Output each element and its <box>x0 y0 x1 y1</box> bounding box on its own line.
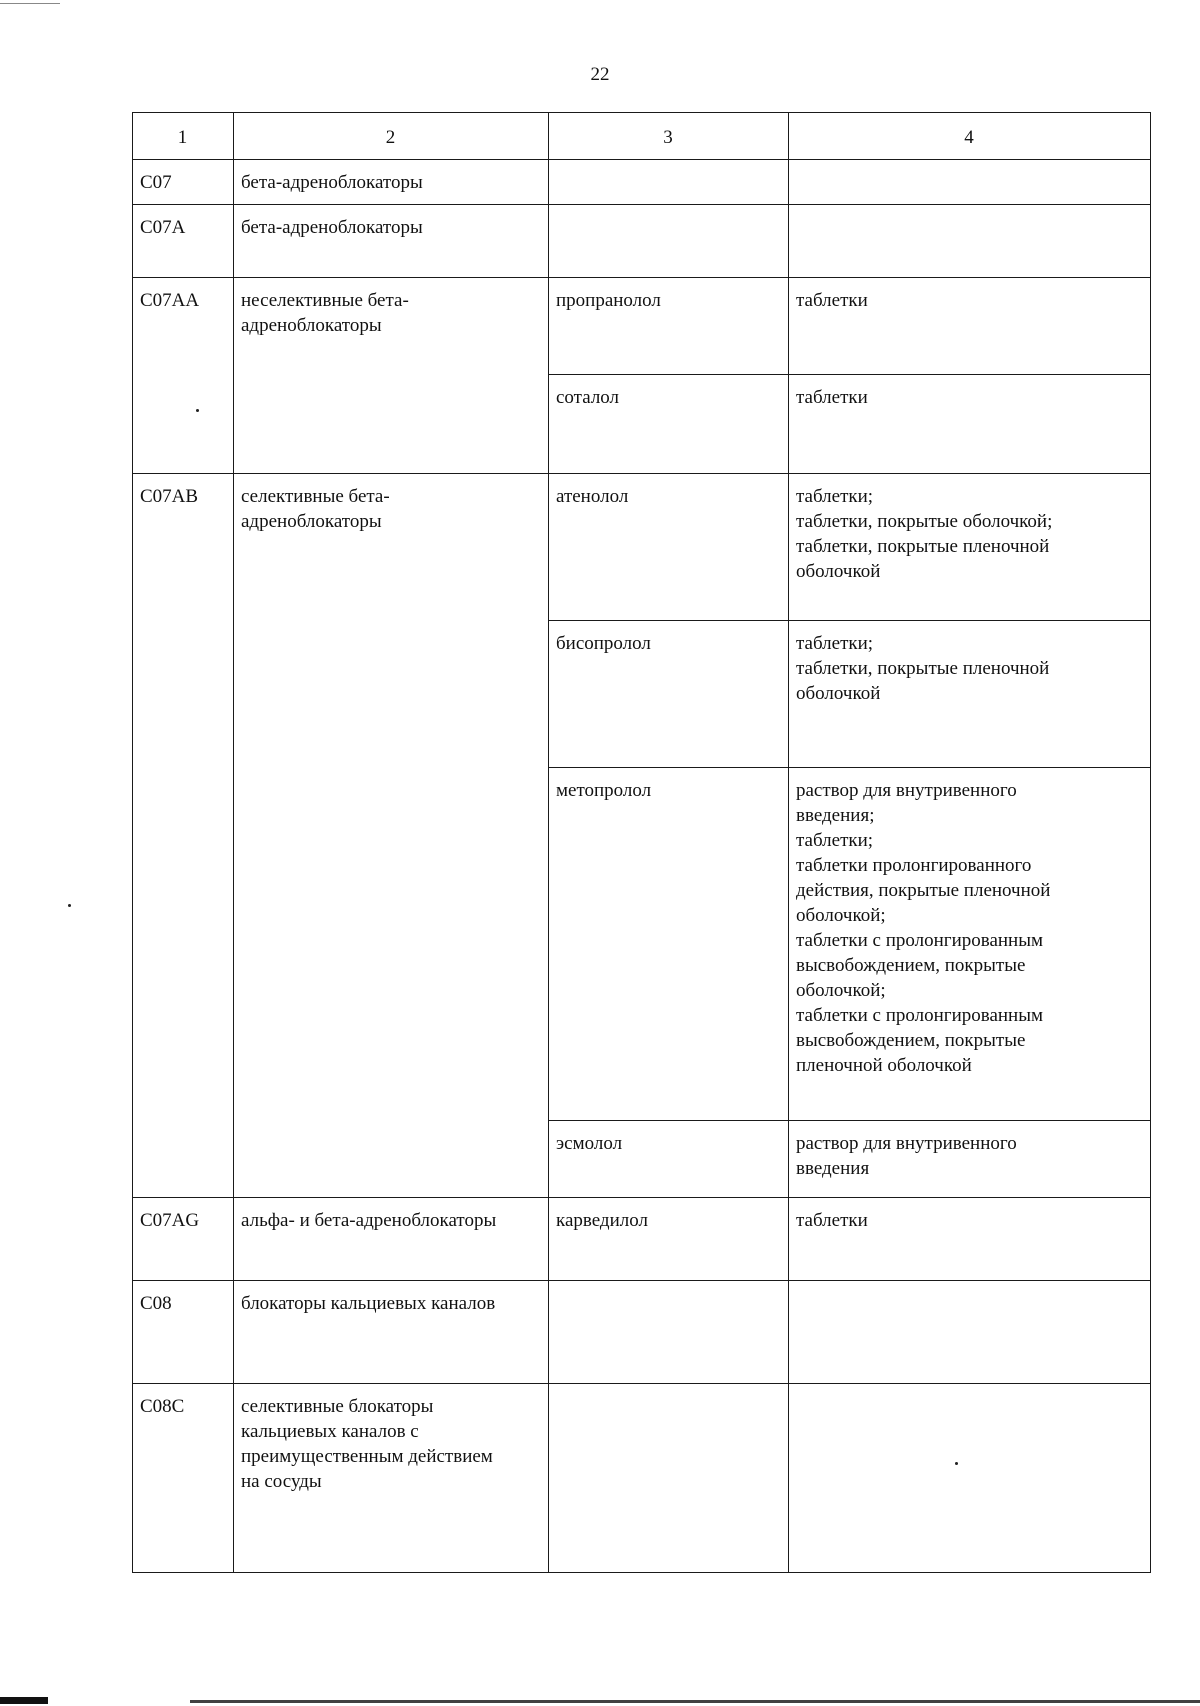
group-name-cell: бета-адреноблокаторы <box>234 160 549 205</box>
drug-name-cell <box>549 160 789 205</box>
drug-name-cell: эсмолол <box>549 1121 789 1198</box>
dosage-form-cell <box>789 160 1151 205</box>
group-name-cell: альфа- и бета-адреноблокаторы <box>234 1198 549 1281</box>
drug-name-cell: атенолол <box>549 474 789 621</box>
drug-name-cell <box>549 1384 789 1573</box>
atc-code-cell: C08C <box>133 1384 234 1573</box>
dosage-form-cell: таблетки <box>789 375 1151 474</box>
scan-edge-mark <box>190 1700 1200 1703</box>
column-header: 3 <box>549 113 789 160</box>
scan-speck <box>68 904 71 907</box>
dosage-form-cell: таблетки <box>789 1198 1151 1281</box>
dosage-form-cell <box>789 205 1151 278</box>
group-name-cell: неселективные бета- адреноблокаторы <box>234 278 549 474</box>
table-row <box>133 1281 1151 1384</box>
scan-edge-mark <box>0 1697 48 1704</box>
drug-name-cell <box>549 1281 789 1384</box>
table-row <box>133 1384 1151 1573</box>
atc-code-cell: C08 <box>133 1281 234 1384</box>
atc-code-cell: C07AG <box>133 1198 234 1281</box>
drug-name-cell: пропранолол <box>549 278 789 375</box>
drug-name-cell <box>549 205 789 278</box>
drug-name-cell: бисопролол <box>549 621 789 768</box>
column-header: 2 <box>234 113 549 160</box>
drug-classification-table <box>132 112 1151 1573</box>
dosage-form-cell: таблетки <box>789 278 1151 375</box>
table-row <box>133 474 1151 621</box>
drug-name-cell: соталол <box>549 375 789 474</box>
dosage-form-cell: раствор для внутривенного введения <box>789 1121 1151 1198</box>
table-header-row <box>133 113 1151 160</box>
column-header: 1 <box>133 113 234 160</box>
group-name-cell: бета-адреноблокаторы <box>234 205 549 278</box>
group-name-cell: блокаторы кальциевых каналов <box>234 1281 549 1384</box>
table-row <box>133 160 1151 205</box>
page-number: 22 <box>590 64 610 85</box>
atc-code-cell: C07 <box>133 160 234 205</box>
column-header: 4 <box>789 113 1151 160</box>
table-row <box>133 1198 1151 1281</box>
table-row <box>133 278 1151 375</box>
drug-name-cell: карведилол <box>549 1198 789 1281</box>
scan-speck <box>955 1462 958 1465</box>
table-row <box>133 205 1151 278</box>
group-name-cell: селективные блокаторы кальциевых каналов с преимущественным действием на сосуды <box>234 1384 549 1573</box>
dosage-form-cell <box>789 1281 1151 1384</box>
dosage-form-cell: таблетки; таблетки, покрытые оболочкой; таблетки, покрытые пленочной оболочкой <box>789 474 1151 621</box>
dosage-form-cell <box>789 1384 1151 1573</box>
dosage-form-cell: раствор для внутривенного введения; таблетки; таблетки пролонгированного действия, покрытые пленочной оболочкой; таблетки с пролонгированным высвобождением, покрытые оболочкой; таблетки с пролонгированным высвобождением, покрытые пленочной оболочкой <box>789 768 1151 1121</box>
drug-name-cell: метопролол <box>549 768 789 1121</box>
atc-code-cell: C07AB <box>133 474 234 1198</box>
dosage-form-cell: таблетки; таблетки, покрытые пленочной оболочкой <box>789 621 1151 768</box>
atc-code-cell: C07A <box>133 205 234 278</box>
scan-speck <box>196 409 199 412</box>
scan-edge-mark <box>0 3 60 4</box>
group-name-cell: селективные бета- адреноблокаторы <box>234 474 549 1198</box>
atc-code-cell: C07AA <box>133 278 234 474</box>
